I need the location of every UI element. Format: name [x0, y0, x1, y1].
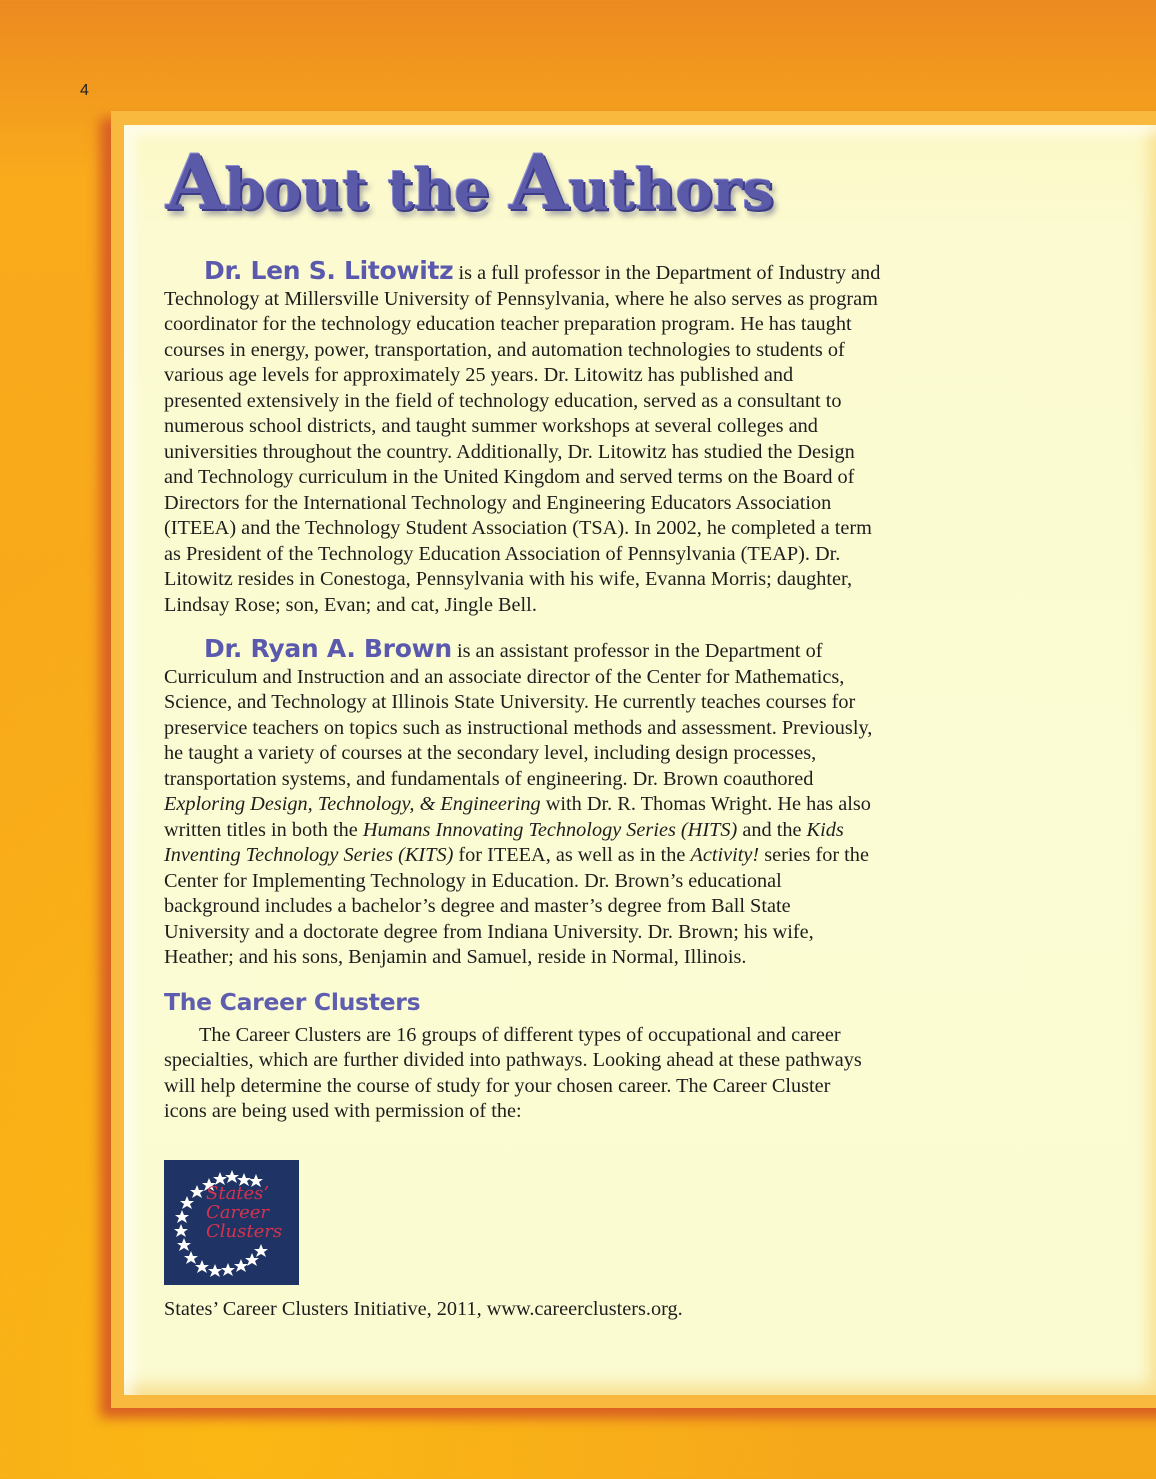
- citation: States’ Career Clusters Initiative, 2011, www.careerclusters.org.: [164, 1298, 683, 1320]
- bio-line: Science, and Technology at Illinois State University. He currently teaches courses for: [164, 691, 856, 713]
- series-title: Kids: [806, 818, 844, 841]
- logo-text: States’ Career Clusters: [206, 1183, 283, 1242]
- bio-line: universities throughout the country. Additionally, Dr. Litowitz has studied the Design: [164, 440, 855, 463]
- bio-line: Exploring Design, Technology, & Engineering with Dr. R. Thomas Wright. He has also: [164, 793, 871, 815]
- bio-line: Center for Implementing Technology in Education. Dr. Brown’s educational: [164, 869, 782, 892]
- bio-line: courses in energy, power, transportation, and automation technologies to students of: [164, 338, 845, 361]
- series-title: Humans Innovating Technology Series (HITS): [362, 818, 738, 841]
- bio-line: Curriculum and Instruction and an associate director of the Center for Mathematics,: [164, 665, 845, 688]
- paragraph-line: will help determine the course of study for your chosen career. The Career Cluster: [164, 1074, 831, 1097]
- book-title: Exploring Design, Technology, & Engineering: [164, 793, 541, 815]
- bio-line: transportation systems, and fundamentals of engineering. Dr. Brown coauthored: [164, 767, 814, 790]
- bio-line: and Technology curriculum in the United Kingdom and served terms on the Board of: [164, 466, 855, 488]
- bio-line: preservice teachers on topics such as instructional methods and assessment. Previously,: [164, 716, 873, 739]
- bio-line: University and a doctorate degree from Indiana University. Dr. Brown; his wife,: [164, 920, 814, 943]
- author-bio-brown: Dr. Ryan A. Brown is an assistant professor in the Department of Curriculum and Instruction and an associate director of the Center for Mathematics, Science, and Technology at Illinois State University. He currently teaches courses for preservice teachers on topics such as instructional methods and assessment. Previously, he taught a variety of courses at the secondary level, including design processes, transportation systems, and fundamentals of engineering. Dr. Brown coauthored Exploring Design, Technology, & Engineering with Dr. R. Thomas Wright. He has also written titles in both the Humans Innovating Technology Series (HITS) and the Kids Inventing Technology Series (KITS) for ITEEA, as well as in the Activity! series for the Center for Implementing Technology in Education. Dr. Brown’s educational background includes a bachelor’s degree and master’s degree from Ball State University and a doctorate degree from Indiana University. Dr. Brown; his wife, Heather; and his sons, Benjamin and Samuel, reside in Normal, Illinois.: [164, 636, 1024, 971]
- bio-line: coordinator for the technology education teacher preparation program. He has taught: [164, 313, 852, 335]
- bio-line: numerous school districts, and taught summer workshops at several colleges and: [164, 415, 818, 437]
- author-name: Dr. Len S. Litowitz: [204, 256, 454, 285]
- bio-line: background includes a bachelor’s degree and master’s degree from Ball State: [164, 895, 791, 917]
- paragraph-line: specialties, which are further divided into pathways. Looking ahead at these pathways: [164, 1049, 862, 1071]
- career-clusters-paragraph: [164, 1023, 1024, 1125]
- bio-line: he taught a variety of courses at the secondary level, including design processes,: [164, 742, 817, 764]
- series-title: Activity!: [690, 844, 760, 866]
- bio-line: Lindsay Rose; son, Evan; and cat, Jingle Bell.: [164, 593, 537, 616]
- bio-line: Litowitz resides in Conestoga, Pennsylvania with his wife, Evanna Morris; daughter,: [164, 568, 853, 590]
- page-content: [164, 258, 1024, 1125]
- states-career-clusters-logo: [164, 1160, 299, 1285]
- paragraph-line: icons are being used with permission of the:: [164, 1100, 522, 1122]
- author-name: Dr. Ryan A. Brown: [204, 634, 452, 663]
- bio-line: Directors for the International Technology and Engineering Educators Association: [164, 491, 832, 514]
- bio-line: (ITEEA) and the Technology Student Association (TSA). In 2002, he completed a term: [164, 517, 872, 539]
- section-heading-career-clusters: The Career Clusters: [164, 987, 421, 1016]
- author-bio-litowitz: Dr. Len S. Litowitz is a full professor in the Department of Industry and Technology at Millersville University of Pennsylvania, where he also serves as program coordinator for the technology education teacher preparation program. He has taught courses in energy, power, transportation, and automation technologies to students of various age levels for approximately 25 years. Dr. Litowitz has published and presented extensively in the field of technology education, served as a consultant to numerous school districts, and taught summer workshops at several colleges and universities throughout the country. Additionally, Dr. Litowitz has studied the Design and Technology curriculum in the United Kingdom and served terms on the Board of Directors for the International Technology and Engineering Educators Association (ITEEA) and the Technology Student Association (TSA). In 2002, he completed a term as President of the Technology Education Association of Pennsylvania (TEAP). Dr. Litowitz resides in Conestoga, Pennsylvania with his wife, Evanna Morris; daughter, Lindsay Rose; son, Evan; and cat, Jingle Bell.: [164, 258, 1024, 618]
- series-title: Inventing Technology Series (KITS): [164, 844, 454, 866]
- bio-line: various age levels for approximately 25 years. Dr. Litowitz has published and: [164, 364, 794, 386]
- bio-line: Inventing Technology Series (KITS) for ITEEA, as well as in the Activity! series for the: [164, 844, 869, 866]
- bio-line: as President of the Technology Education Association of Pennsylvania (TEAP). Dr.: [164, 542, 841, 565]
- page-number: 4: [80, 82, 89, 99]
- page-title: About the Authors: [166, 138, 774, 227]
- bio-line: presented extensively in the field of technology education, served as a consultant to: [164, 389, 842, 412]
- paragraph-line: The Career Clusters are 16 groups of different types of occupational and career: [199, 1023, 841, 1046]
- bio-line: Technology at Millersville University of Pennsylvania, where he also serves as program: [164, 287, 878, 310]
- bio-line: written titles in both the Humans Innovating Technology Series (HITS) and the Kids: [164, 818, 844, 841]
- bio-line: Heather; and his sons, Benjamin and Samuel, reside in Normal, Illinois.: [164, 946, 747, 968]
